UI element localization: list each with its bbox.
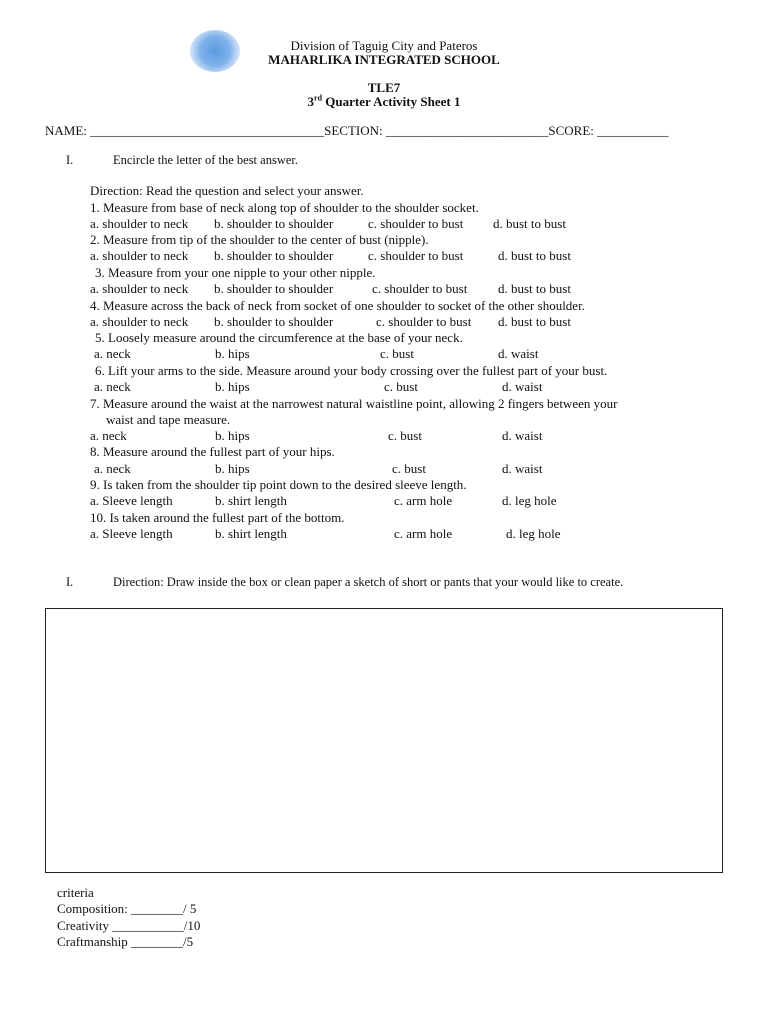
criteria-craftmanship: Craftmanship ________/5 [57,934,194,949]
criteria-title: criteria [57,885,94,900]
choice-b[interactable]: b. hips [215,379,250,394]
part1-direction: Direction: Read the question and select your answer. [90,183,364,198]
part1-instruction: Encircle the letter of the best answer. [113,153,298,167]
question-5: 5. Loosely measure around the circumference at the base of your neck. [95,330,463,345]
choice-b[interactable]: b. shoulder to shoulder [214,281,334,296]
choice-b[interactable]: b. shirt length [215,493,287,508]
criteria-composition: Composition: ________/ 5 [57,901,197,916]
choice-c[interactable]: c. bust [392,461,426,476]
choice-d[interactable]: d. waist [502,428,543,443]
question-10: 10. Is taken around the fullest part of the bottom. [90,510,345,525]
choice-b[interactable]: b. shirt length [215,526,287,541]
part2-direction: Direction: Draw inside the box or clean paper a sketch of short or pants that your would like to create. [113,575,624,589]
choice-a[interactable]: a. neck [94,346,131,361]
choice-a[interactable]: a. Sleeve length [90,493,173,508]
division-name: Division of Taguig City and Pateros [290,38,478,53]
question-6: 6. Lift your arms to the side. Measure around your body crossing over the fullest part of your bust. [95,363,608,378]
choice-b[interactable]: b. hips [215,461,250,476]
choices-10 [90,526,690,542]
choice-a[interactable]: a. shoulder to neck [90,248,189,263]
choice-b[interactable]: b. shoulder to shoulder [214,314,334,329]
choice-c[interactable]: c. shoulder to bust [368,248,464,263]
choice-b[interactable]: b. shoulder to shoulder [214,248,334,263]
choice-c[interactable]: c. shoulder to bust [368,216,464,231]
question-7: 7. Measure around the waist at the narrowest natural waistline point, allowing 2 fingers between your [90,396,618,411]
choice-a[interactable]: a. shoulder to neck [90,216,189,231]
activity-title: 3rd Quarter Activity Sheet 1 [307,93,461,109]
choice-a[interactable]: a. shoulder to neck [90,281,189,296]
choice-a[interactable]: a. shoulder to neck [90,314,189,329]
question-9: 9. Is taken from the shoulder tip point down to the desired sleeve length. [90,477,467,492]
choice-b[interactable]: b. shoulder to shoulder [214,216,334,231]
choice-d[interactable]: d. waist [498,346,539,361]
choices-1 [90,216,690,232]
choice-d[interactable]: d. bust to bust [493,216,566,231]
choice-b[interactable]: b. hips [215,346,250,361]
question-3: 3. Measure from your one nipple to your other nipple. [95,265,376,280]
choice-d[interactable]: d. leg hole [502,493,557,508]
choice-d[interactable]: d. bust to bust [498,314,571,329]
choice-c[interactable]: c. bust [384,379,418,394]
choices-5 [94,346,694,362]
choices-8 [94,461,694,477]
choice-c[interactable]: c. bust [388,428,422,443]
choice-c[interactable]: c. shoulder to bust [376,314,472,329]
student-info-line: NAME: ____________________________________SECTION: _________________________SCORE: ___________ [45,123,669,138]
choices-2 [90,248,690,264]
choice-d[interactable]: d. waist [502,379,543,394]
sketch-drawing-box[interactable] [45,608,723,873]
part1-numeral: I. [66,153,74,167]
choices-7 [90,428,690,444]
choices-6 [94,379,694,395]
question-4: 4. Measure across the back of neck from socket of one shoulder to socket of the other shoulder. [90,298,585,313]
choice-c[interactable]: c. arm hole [394,526,453,541]
choice-d[interactable]: d. waist [502,461,543,476]
choice-c[interactable]: c. shoulder to bust [372,281,468,296]
question-7-continued: waist and tape measure. [106,412,231,427]
choice-a[interactable]: a. neck [90,428,127,443]
choice-a[interactable]: a. Sleeve length [90,526,173,541]
choice-d[interactable]: d. bust to bust [498,281,571,296]
choice-a[interactable]: a. neck [94,461,131,476]
subject-title: TLE7 [367,80,401,95]
choice-d[interactable]: d. bust to bust [498,248,571,263]
choice-a[interactable]: a. neck [94,379,131,394]
choice-c[interactable]: c. arm hole [394,493,453,508]
part2-numeral: I. [66,575,74,589]
question-8: 8. Measure around the fullest part of your hips. [90,444,335,459]
choices-9 [90,493,690,509]
choice-d[interactable]: d. leg hole [506,526,561,541]
choice-c[interactable]: c. bust [380,346,414,361]
choices-3 [90,281,690,297]
choices-4 [90,314,690,330]
question-1: 1. Measure from base of neck along top of shoulder to the shoulder socket. [90,200,479,215]
school-name: MAHARLIKA INTEGRATED SCHOOL [268,52,500,67]
choice-b[interactable]: b. hips [215,428,250,443]
criteria-creativity: Creativity ___________/10 [57,918,201,933]
question-2: 2. Measure from tip of the shoulder to the center of bust (nipple). [90,232,429,247]
